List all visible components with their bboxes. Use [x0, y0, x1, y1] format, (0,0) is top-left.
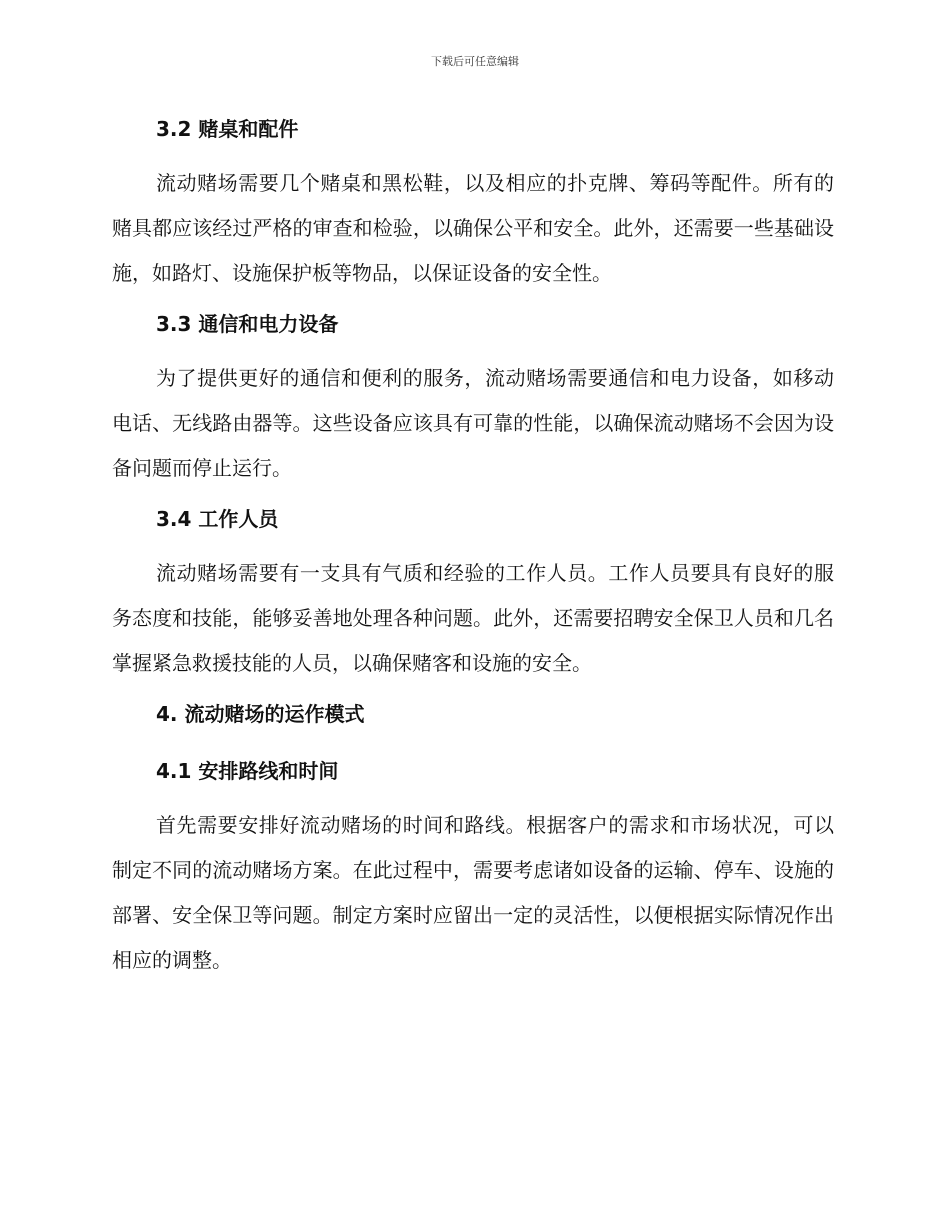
section-heading-4: 4. 流动赌场的运作模式	[156, 702, 365, 726]
section-paragraph-3-4: 流动赌场需要有一支具有气质和经验的工作人员。工作人员要具有良好的服务态度和技能，能够妥善地处理各种问题。此外，还需要招聘安全保卫人员和几名掌握紧急救援技能的人员，以确保赌客和设施的安全。	[112, 561, 834, 675]
section-heading-3-3: 3.3 通信和电力设备	[156, 312, 339, 336]
document-body	[112, 112, 834, 983]
section-heading-4-1: 4.1 安排路线和时间	[156, 759, 339, 783]
section-heading-3-2: 3.2 赌桌和配件	[156, 117, 299, 141]
page-header-note: 下载后可任意编辑	[431, 55, 519, 68]
section-paragraph-3-2: 流动赌场需要几个赌桌和黑松鞋，以及相应的扑克牌、筹码等配件。所有的赌具都应该经过严格的审查和检验，以确保公平和安全。此外，还需要一些基础设施，如路灯、设施保护板等物品，以保证设备的安全性。	[112, 171, 834, 285]
section-paragraph-3-3: 为了提供更好的通信和便利的服务，流动赌场需要通信和电力设备，如移动电话、无线路由器等。这些设备应该具有可靠的性能，以确保流动赌场不会因为设备问题而停止运行。	[112, 366, 834, 480]
section-heading-3-4: 3.4 工作人员	[156, 507, 279, 531]
section-paragraph-4-1: 首先需要安排好流动赌场的时间和路线。根据客户的需求和市场状况，可以制定不同的流动赌场方案。在此过程中，需要考虑诸如设备的运输、停车、设施的部署、安全保卫等问题。制定方案时应留出一定的灵活性，以便根据实际情况作出相应的调整。	[112, 813, 834, 972]
